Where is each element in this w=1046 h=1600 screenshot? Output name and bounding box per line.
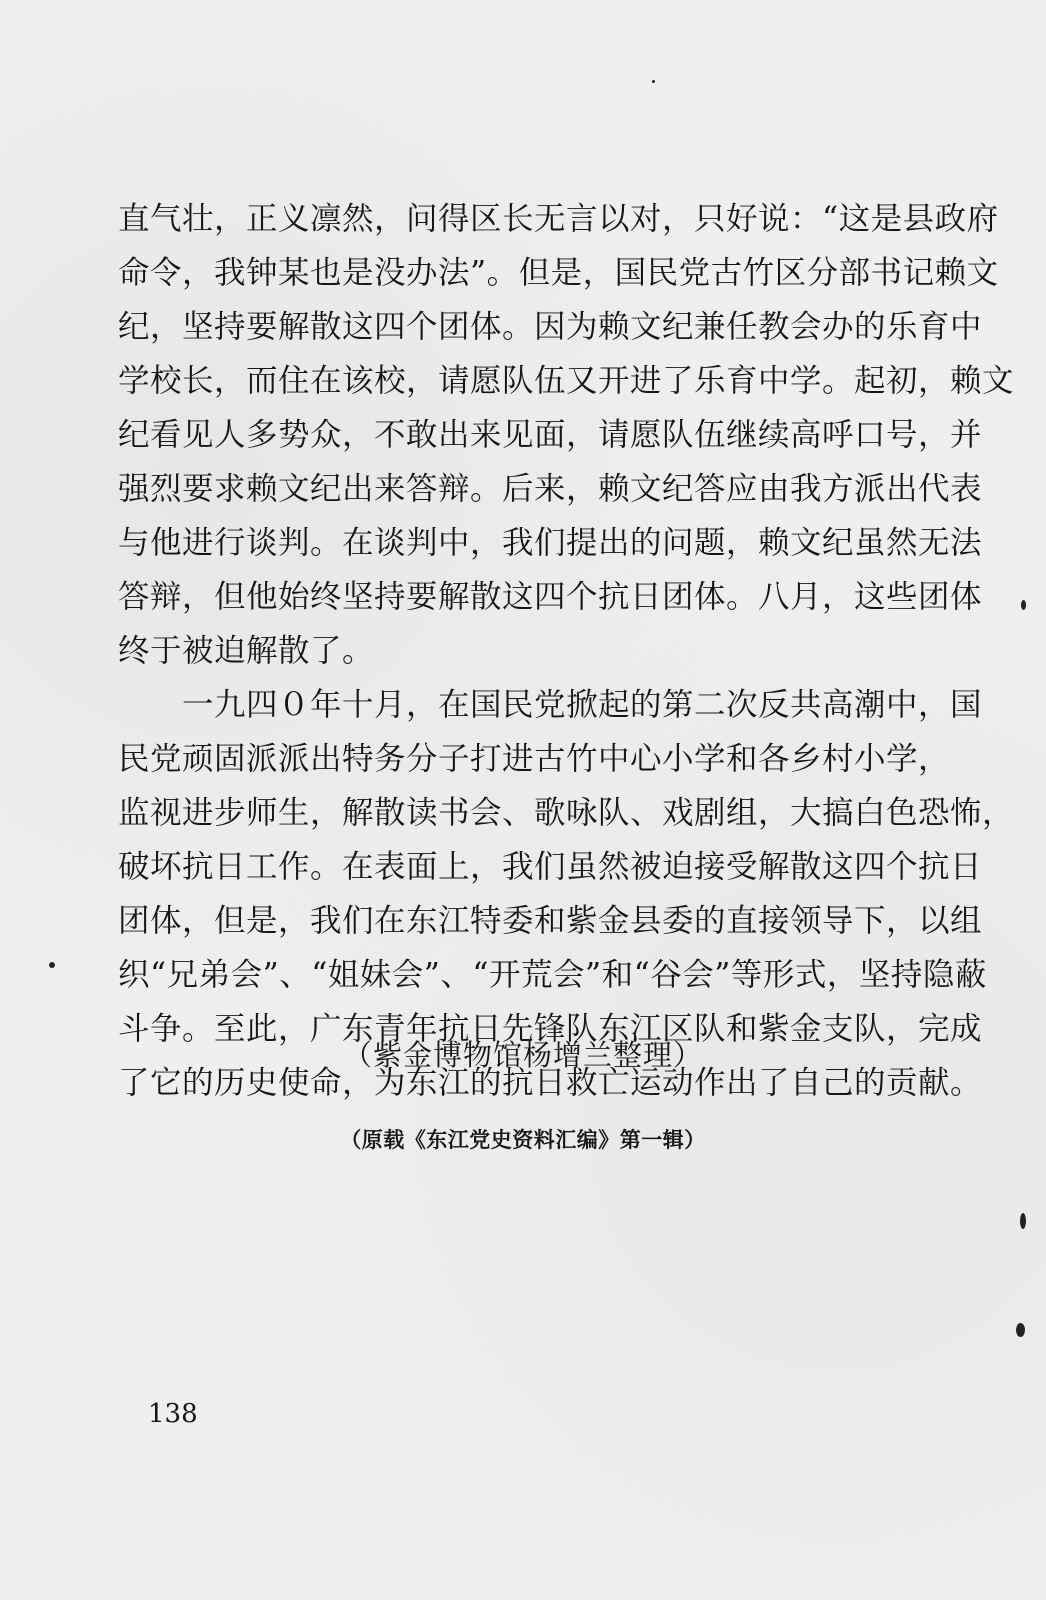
text-line: 纪，坚持要解散这四个团体。因为赖文纪兼任教会办的乐育中 bbox=[118, 309, 983, 345]
text-line: 命令，我钟某也是没办法”。但是，国民党古竹区分部书记赖文 bbox=[118, 255, 999, 291]
text-line: 监视进步师生，解散读书会、歌咏队、戏剧组，大搞白色恐怖， bbox=[118, 795, 1015, 831]
text-line: 直气壮，正义凛然，问得区长无言以对，只好说：“这是县政府 bbox=[118, 201, 999, 237]
scan-speck bbox=[1016, 1323, 1025, 1337]
text-line: 一九四０年十月，在国民党掀起的第二次反共高潮中，国 bbox=[182, 687, 983, 723]
text-line: 答辩，但他始终坚持要解散这四个抗日团体。八月，这些团体 bbox=[118, 579, 983, 615]
text-line: 团体，但是，我们在东江特委和紫金县委的直接领导下，以组 bbox=[118, 903, 983, 939]
scan-speck bbox=[49, 962, 55, 968]
text-line: 了它的历史使命，为东江的抗日救亡运动作出了自己的贡献。 bbox=[118, 1065, 983, 1101]
text-line: 与他进行谈判。在谈判中，我们提出的问题，赖文纪虽然无法 bbox=[118, 525, 983, 561]
body-text bbox=[118, 192, 1015, 1110]
source-note: （原载《东江党史资料汇编》第一辑） bbox=[340, 1127, 706, 1152]
text-line: 终于被迫解散了。 bbox=[118, 633, 375, 669]
text-line: 斗争。至此，广东青年抗日先锋队东江区队和紫金支队，完成 bbox=[118, 1011, 983, 1047]
text-line: 学校长，而住在该校，请愿队伍又开进了乐育中学。起初，赖文 bbox=[118, 363, 1015, 399]
page-number: 138 bbox=[148, 1399, 198, 1429]
text-line: 破坏抗日工作。在表面上，我们虽然被迫接受解散这四个抗日 bbox=[118, 849, 983, 885]
scan-speck bbox=[1021, 600, 1026, 610]
compiler-note: （紫金博物馆杨增兰整理） bbox=[342, 1038, 703, 1072]
text-line: 织“兄弟会”、“姐妹会”、“开荒会”和“谷会”等形式，坚持隐蔽 bbox=[118, 957, 987, 993]
text-line: 民党顽固派派出特务分子打进古竹中心小学和各乡村小学， bbox=[118, 741, 951, 777]
text-line: 纪看见人多势众，不敢出来见面，请愿队伍继续高呼口号，并 bbox=[118, 417, 983, 453]
scan-speck bbox=[652, 80, 655, 83]
text-line: 强烈要求赖文纪出来答辩。后来，赖文纪答应由我方派出代表 bbox=[118, 471, 983, 507]
scan-speck bbox=[1020, 1213, 1026, 1229]
